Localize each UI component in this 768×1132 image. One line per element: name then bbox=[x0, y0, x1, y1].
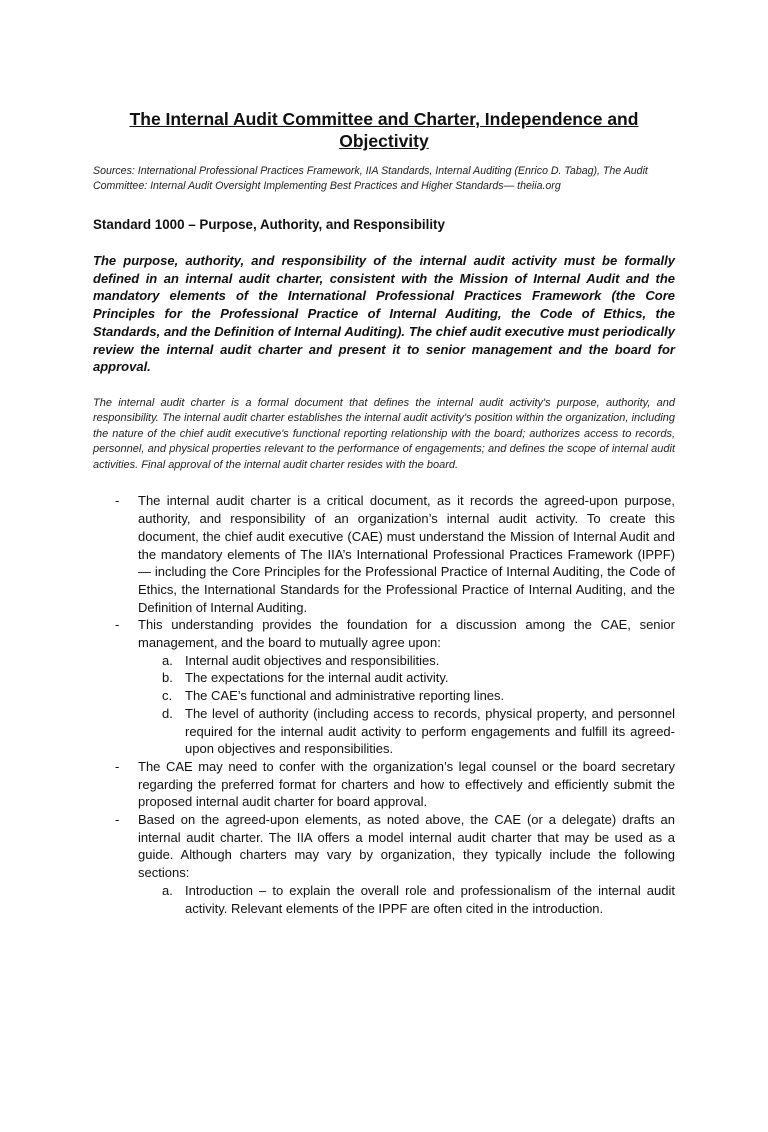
list-item bbox=[93, 616, 675, 758]
list-item bbox=[93, 758, 675, 811]
sub-list bbox=[138, 882, 675, 917]
document-title: The Internal Audit Committee and Charter, Independence and Objectivity bbox=[129, 109, 639, 151]
bullet-list bbox=[93, 492, 675, 917]
sub-list-item bbox=[138, 669, 675, 687]
bullet-text: The CAE may need to confer with the organization’s legal counsel or the board secretary regarding the preferred format for charters and how to effectively and efficiently submit the proposed internal audit charter for board approval. bbox=[138, 758, 675, 810]
bullet-text: The internal audit charter is a critical document, as it records the agreed-upon purpose, authority, and responsibility of an organization’s internal audit activity. To create this document, the chief audit executive (CAE) must understand the Mission of Internal Audit and the mandatory elements of The IIA’s International Professional Practices Framework (IPPF) — including the Core Principles for the Professional Practice of Internal Auditing, the Code of Ethics, the International Standards for the Professional Practice of Internal Auditing, and the Definition of Internal Auditing. bbox=[138, 493, 675, 615]
standard-text: The purpose, authority, and responsibility of the internal audit activity must be formally defined in an internal audit charter, consistent with the Mission of Internal Audit and the mandatory elements of the International Professional Practices Framework (the Core Principles for the Professional Practice of Internal Auditing, the Code of Ethics, the Standards, and the Definition of Internal Auditing). The chief audit executive must periodically review the internal audit charter and present it to senior management and the board for approval. bbox=[93, 253, 675, 375]
sub-item-text: Internal audit objectives and responsibilities. bbox=[185, 652, 440, 668]
dash-marker: - bbox=[115, 812, 120, 828]
sub-item-text: The expectations for the internal audit activity. bbox=[185, 670, 449, 686]
sub-marker: a. bbox=[162, 882, 173, 898]
sub-list-item bbox=[138, 652, 675, 670]
list-item bbox=[93, 811, 675, 917]
bullet-text: Based on the agreed-upon elements, as noted above, the CAE (or a delegate) drafts an internal audit charter. The IIA offers a model internal audit charter that may be used as a guide. Although charters may vary by organization, they typically include the following sections: bbox=[138, 812, 675, 881]
sub-item-text: The level of authority (including access to records, physical property, and personnel required for the internal audit activity to perform engagements and fulfill its agreed- upon objectives and responsibilities. bbox=[185, 705, 675, 757]
list-item bbox=[93, 492, 675, 616]
sub-item-text: The CAE’s functional and administrative reporting lines. bbox=[185, 688, 505, 704]
dash-marker: - bbox=[115, 493, 120, 509]
sub-list-item bbox=[138, 705, 675, 758]
standard-heading: Standard 1000 – Purpose, Authority, and Responsibility bbox=[93, 217, 445, 232]
sub-marker: d. bbox=[162, 705, 173, 721]
sub-item-text: Introduction – to explain the overall role and professionalism of the internal audit activity. Relevant elements of the IPPF are often cited in the introduction. bbox=[185, 882, 675, 916]
dash-marker: - bbox=[115, 758, 120, 774]
sub-marker: a. bbox=[162, 652, 173, 668]
sub-list-item bbox=[138, 882, 675, 917]
sub-list-item bbox=[138, 687, 675, 705]
interpretation-text: The internal audit charter is a formal document that defines the internal audit activity's purpose, authority, and responsibility. The internal audit charter establishes the internal audit activity's position within the organization, including the nature of the chief audit executive's functional reporting relationship with the board; authorizes access to records, personnel, and physical properties relevant to the performance of engagements; and defines the scope of internal audit activities. Final approval of the internal audit charter resides with the board. bbox=[93, 396, 675, 471]
sub-marker: c. bbox=[162, 688, 173, 704]
bullet-text: This understanding provides the foundation for a discussion among the CAE, senior management, and the board to mutually agree upon: bbox=[138, 617, 675, 651]
sources-note: Sources: International Professional Practices Framework, IIA Standards, Internal Auditing (Enrico D. Tabag), The Audit Committee: Internal Audit Oversight Implementing Best Practices and Higher Standards— theiia.org bbox=[93, 165, 648, 192]
document-page bbox=[0, 108, 768, 1132]
sub-marker: b. bbox=[162, 670, 173, 686]
sub-list bbox=[138, 652, 675, 758]
dash-marker: - bbox=[115, 617, 120, 633]
